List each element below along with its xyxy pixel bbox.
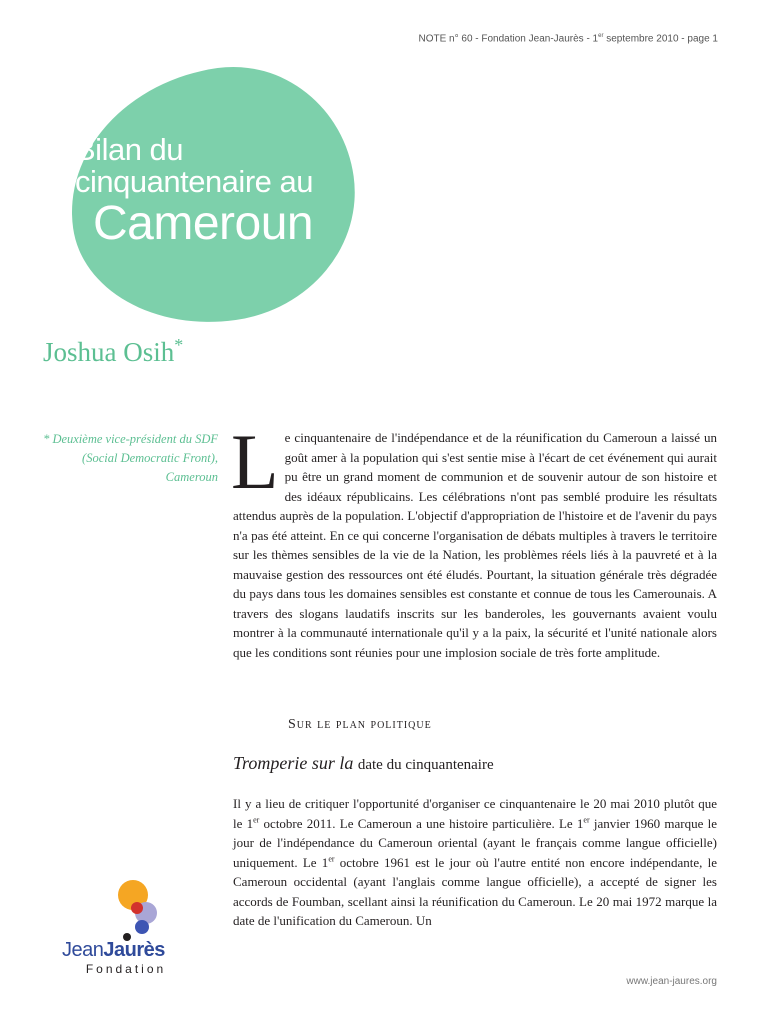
header-note <box>418 33 718 44</box>
logo-jaures: Jaurès <box>103 939 165 961</box>
body-paragraph-2 <box>233 794 717 931</box>
p2-sup-2: er <box>583 815 590 825</box>
subheading-part-2: date du cinquantenaire <box>357 757 494 773</box>
author-name-text: Joshua Osih <box>43 337 175 367</box>
author-footnote: * Deuxième vice-président du SDF (Social Democratic Front), Cameroun <box>43 432 218 484</box>
p2-text-3: janvier 1960 marque le jour de l'indépendance du Cameroun oriental (ayant le français comme langue officielle) uniquement. Le 1 <box>233 815 717 870</box>
p2-text-4: octobre 1961 est le jour où l'autre entité non encore indépendante, le Cameroun occidental (ayant l'anglais comme langue officielle), a accepté de signer les accords de Foumban, scellant ainsi la réunification du Cameroun. Le 20 mai 1972 marque la date de l'unification du Cameroun. Un <box>233 854 717 928</box>
logo-wordmark <box>62 939 212 976</box>
p2-sup-1: er <box>253 815 260 825</box>
author-name <box>43 335 183 368</box>
fondation-logo <box>40 875 210 985</box>
drop-cap: L <box>231 418 279 505</box>
paragraph-2-text <box>233 794 717 931</box>
footer-url[interactable]: www.jean-jaures.org <box>626 976 717 987</box>
title-line-1: Bilan du <box>75 132 184 167</box>
header-note-sup: er <box>598 33 604 39</box>
intro-text: e cinquantenaire de l'indépendance et de la réunification du Cameroun a laissé un goût amer à la population qui s'est sentie mise à l'écart de cet événement qui aurait pu être un grand moment de communion et de souvenir autour de son histoire et des idéaux républicains. Les célébrations n'ont pas semblé produire les résultats attendus auprès de la population. L'objectif d'appropriation de l'histoire et de l'avenir du pays n'a pas été atteint. En ce qui concerne l'organisation de débats multiples à travers le territoire sur les thèmes sensibles de la vie de la Nation, les problèmes réels liés à la pauvreté et à la mauvaise gestion des ressources ont été éludés. Pourtant, la situation générale très dégradée du pays dans tous les domaines sensibles est constante et connue de tous les Camerounais. A travers des slogans laudatifs inscrits sur les banderoles, les gouvernants avaient voulu montrer à la communauté internationale qu'il y a la paix, la sécurité et l'unité nationale alors que les conditions sont réunies pour une implosion sociale de très forte amplitude. <box>233 430 717 660</box>
header-note-text-end: septembre 2010 - page 1 <box>603 33 718 45</box>
header-note-text: NOTE n° 60 - Fondation Jean-Jaurès - 1 <box>418 33 599 45</box>
title-line-2: cinquantenaire au <box>75 164 313 199</box>
logo-fondation: Fondation <box>85 962 167 976</box>
subheading-part-1: Tromperie sur la <box>233 753 358 773</box>
title-line-3: Cameroun <box>93 197 314 250</box>
subheading <box>233 753 494 774</box>
p2-sup-3: er <box>328 854 335 864</box>
intro-paragraph <box>231 418 717 662</box>
logo-mark-icon <box>40 875 210 947</box>
author-footnote-mark: * <box>174 335 184 355</box>
p2-text-1: Il y a lieu de critiquer l'opportunité d'organiser ce cinquantenaire le 20 mai 2010 plutôt que le 1 <box>233 796 717 831</box>
logo-jean: Jean <box>62 939 104 961</box>
document-title <box>75 134 313 250</box>
section-heading: Sur le plan politique <box>288 717 432 732</box>
p2-text-2: octobre 2011. Le Cameroun a une histoire particulière. Le 1 <box>259 815 584 831</box>
